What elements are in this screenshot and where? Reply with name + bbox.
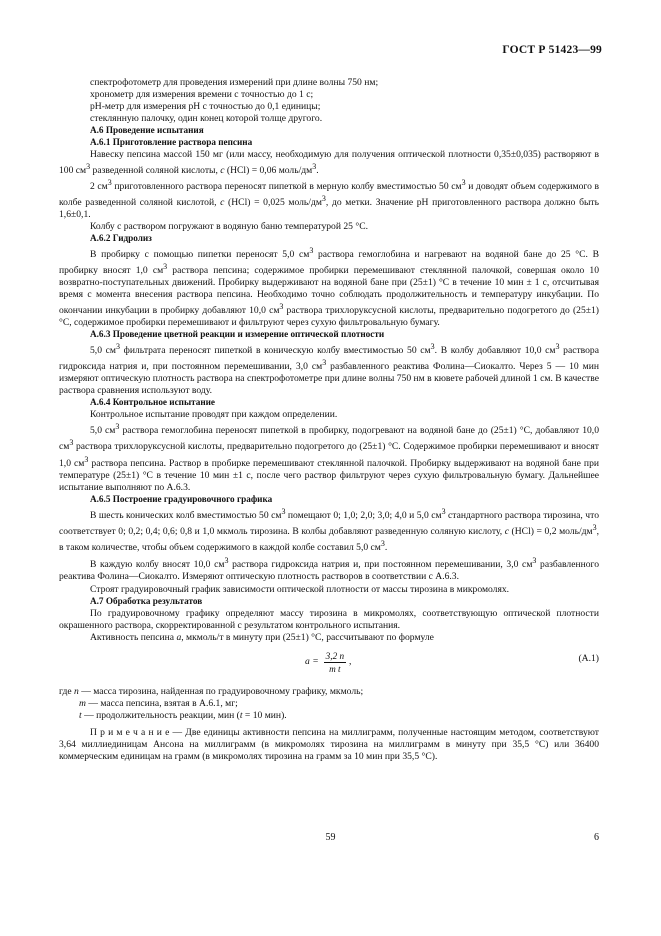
section-heading: А.6.1 Приготовление раствора пепсина <box>90 136 253 147</box>
paragraph: спектрофотометр для проведения измерений при длине волны 750 нм; <box>90 77 379 88</box>
paragraph: хронометр для измерения времени с точностью до 1 с; <box>90 88 314 100</box>
section-heading: А.6.4 Контрольное испытание <box>90 397 216 408</box>
paragraph: рН-метр для измерения рН с точностью до 0,1 единицы; <box>90 100 321 112</box>
paragraph: Колбу с раствором погружают в водяную баню температурой 25 °С. <box>90 221 368 233</box>
paragraph: 5,0 $см^3$ фильтрата переносят пипеткой в коническую колбу вместимостью 50 $см^3$. В колбу добавляют 10,0 $см^3$ раствора гидроксида натрия и, при постоянном перемешивании, 3,0 $см^3$ разбавленного реактива Фолина—Сиокалто. Через 5 — 10 мин измеряют оптическую плотность раствора на спектрофотометре при длине волны 750 нм в кювете рабочей длиной 1 см. В качестве раствора сравнения используют воду. <box>59 342 599 397</box>
formula-denominator: m t <box>329 663 341 674</box>
formula-fraction <box>324 651 346 674</box>
paragraph: Контрольное испытание проводят при каждом определении. <box>90 409 338 421</box>
footer-right-mark: 6 <box>594 832 599 843</box>
paragraph: 2 $см^3$ приготовленного раствора переносят пипеткой в мерную колбу вместимостью 50 $см^3$ и доводят объем содержимого в колбе разведенной соляной кислотой, c (HCl) = 0,025 моль/$дм^3$, до метки. Значение рН приготовленного раствора должно быть 1,6±0,1. <box>59 177 599 221</box>
paragraph: 5,0 $см^3$ раствора гемоглобина переносят пипеткой в пробирку, подогревают на водяной бане до (25±1) °С, добавляют 10,0 $см^3$ раствора трихлоруксусной кислоты, предварительно подогретого до (25±1) °С. Содержимое пробирки перемешивают и вносят 1,0 $см^3$ раствора пепсина. Раствор в пробирке перемешивают стеклянной палочкой. Пробирку выдерживают на водяной бане при температуре (25±1) °С в течение 10 мин ±1 с, после чего раствор фильтруют через сухую фильтровальную бумагу. Дальнейшее испытание выполняют по А.6.3. <box>59 422 599 493</box>
section-heading: А.6.5 Построение градуировочного графика <box>90 493 273 504</box>
section-heading: А.7 Обработка результатов <box>90 596 203 607</box>
document-body <box>59 77 599 763</box>
section-heading: А.6.2 Гидролиз <box>90 233 152 243</box>
paragraph: В пробирку с помощью пипетки переносят 5,0 $см^3$ раствора гемоглобина и нагревают на водяной бане до 25 °С. В пробирку вносят 1,0 $см^3$ раствора пепсина; содержимое пробирки перемешивают стеклянной палочкой, совершая около 10 возвратно-поступательных движений. Пробирку выдерживают на водяной бане при (25±1) °С в течение 10 мин ± 1 с, отсчитывая время с момента внесения раствора пепсина. Необходимо точно соблюдать продолжительность и температуру инкубации. По окончании инкубации в пробирку добавляют 10,0 $см^3$ раствора трихлоруксусной кислоты, предварительно подогретого до (25±1) °С, содержимое пробирки перемешивают и фильтруют через сухую фильтровальную бумагу. <box>59 245 600 329</box>
paragraph: стеклянную палочку, один конец которой толще другого. <box>90 112 323 124</box>
formula-numerator: 3,2 n <box>325 650 345 661</box>
formula-lhs: a = <box>305 656 319 668</box>
legend-line: где n — масса тирозина, найденная по градуировочному графику, мкмоль; <box>59 685 364 697</box>
paragraph: В шесть конических колб вместимостью 50 $см^3$ помещают 0; 1,0; 2,0; 3,0; 4,0 и 5,0 $см^3$ стандартного раствора тирозина, что соответствует 0; 0,2; 0,4; 0,6; 0,8 и 1,0 мкмоль тирозина. В колбы добавляют разведенную соляную кислоту, c (HCl) = 0,2 моль/$дм^3$, в таком количестве, чтобы объем содержимого в каждой колбе составил 5,0 $см^3$. <box>59 506 599 554</box>
formula-comma: , <box>349 656 352 668</box>
formula-expression <box>305 651 351 674</box>
note-text: П р и м е ч а н и е — Две единицы активности пепсина на миллиграмм, полученные настоящим методом, соответствуют 3,64 миллиединицам Ансона на миллиграмм (в микромолях тирозина на миллиграмм в минуту при 35,5 °С) или 36400 коммерческим единицам на грамм (в микромолях тирозина на грамм за 10 мин при 35,5 °С). <box>59 726 599 762</box>
note-block <box>59 727 599 763</box>
paragraph: Строят градуировочный график зависимости оптической плотности от массы тирозина в микромолях. <box>90 584 510 596</box>
formula-a1 <box>59 647 599 681</box>
paragraph: Активность пепсина а, мкмоль/т в минуту при (25±1) °С, рассчитывают по формуле <box>90 631 434 643</box>
paragraph: По градуировочному графику определяют массу тирозина в микромолях, соответствующую оптической плотности окрашенного раствора, скорректированной с результатом контрольного испытания. <box>59 607 599 631</box>
section-heading: А.6 Проведение испытания <box>90 124 204 135</box>
formula-legend <box>59 686 599 722</box>
body-paragraphs <box>59 77 599 644</box>
legend-line: m — масса пепсина, взятая в А.6.1, мг; <box>79 697 238 709</box>
page-number: 59 <box>325 832 336 843</box>
legend-line: t — продолжительность реакции, мин (t = 10 мин). <box>79 709 287 721</box>
section-heading: А.6.3 Проведение цветной реакции и измерение оптической плотности <box>90 329 385 340</box>
paragraph: Навеску пепсина массой 150 мг (или массу, необходимую для получения оптической плотности 0,35±0,035) растворяют в 100 $см^3$ разведенной соляной кислоты, c (HCl) = 0,06 моль/$дм^3$. <box>59 148 599 176</box>
formula-number: (А.1) <box>578 652 599 664</box>
document-header: ГОСТ Р 51423—99 <box>502 44 602 56</box>
paragraph: В каждую колбу вносят 10,0 $см^3$ раствора гидроксида натрия и, при постоянном перемешивании, 3,0 $см^3$ разбавленного реактива Фолина—Сиокалто. Измеряют оптическую плотность растворов в соответствии с А.6.3. <box>59 555 600 583</box>
